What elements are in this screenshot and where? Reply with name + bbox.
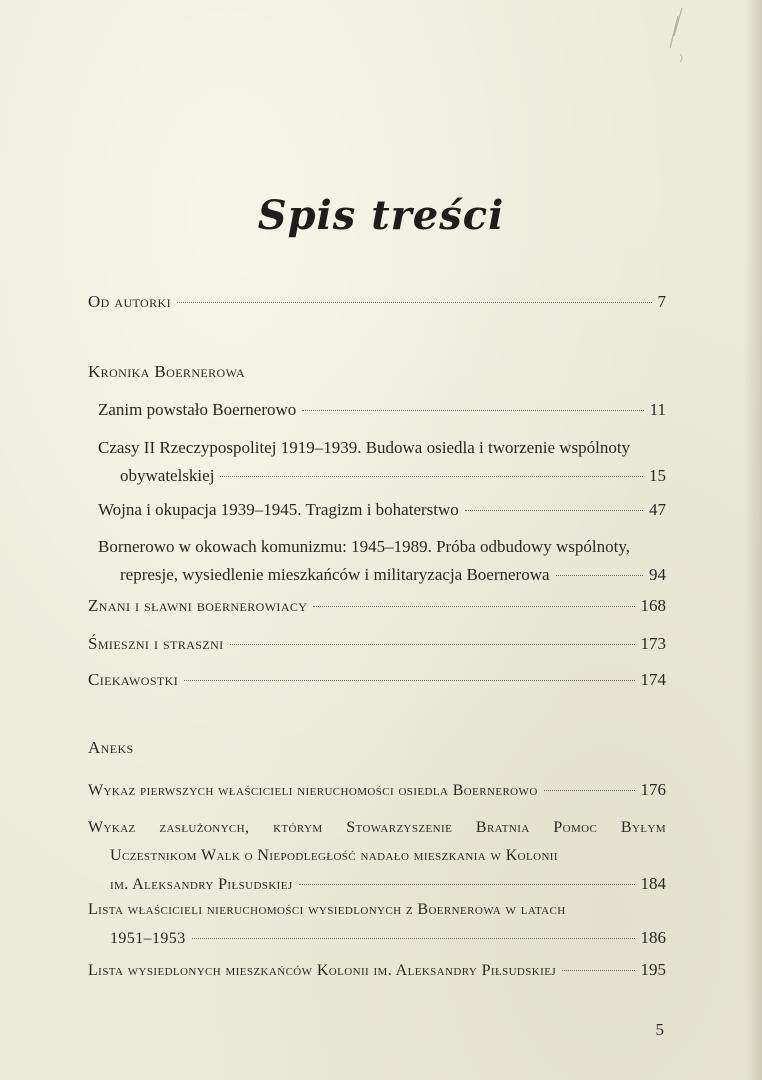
toc-page-number: 168 — [640, 596, 666, 615]
leader-dots — [299, 884, 635, 885]
toc-entry-label: Znani i sławni boernerowiacy — [88, 596, 308, 615]
page-folio-number: 5 — [655, 1020, 664, 1039]
toc-entry-line: Lista właścicieli nieruchomości wysiedlonych z Boernerowa w latach — [88, 901, 566, 918]
toc-entry-label: Wojna i okupacja 1939–1945. Tragizm i bohaterstwo — [98, 500, 459, 519]
leader-dots — [544, 790, 635, 791]
leader-dots — [556, 575, 643, 576]
toc-entry-smieszni-i-straszni[interactable] — [88, 630, 666, 658]
leader-dots — [192, 938, 635, 939]
toc-entry-znani-i-slawni[interactable] — [88, 592, 666, 620]
page-edge-shadow — [744, 0, 762, 1080]
leader-dots — [302, 410, 643, 411]
leader-dots — [562, 970, 635, 971]
toc-entry-label: Śmieszni i straszni — [88, 634, 224, 653]
toc-page-number: 94 — [649, 565, 666, 584]
pencil-mark-icon — [652, 6, 692, 66]
toc-entry-line: Bornerowo w okowach komunizmu: 1945–1989. Próba odbudowy wspólnoty, — [98, 537, 630, 556]
toc-entry-wykaz-zasluzonych[interactable] — [88, 814, 666, 899]
leader-dots — [177, 302, 652, 303]
toc-entry-label: Ciekawostki — [88, 670, 179, 689]
toc-page-number: 173 — [640, 634, 666, 653]
toc-entry-ciekawostki[interactable] — [88, 666, 666, 694]
toc-page-number: 174 — [640, 670, 666, 689]
toc-entry-label: im. Aleksandry Piłsudskiej — [110, 876, 293, 893]
section-heading-kronika: Kronika Boernerowa — [88, 362, 246, 381]
toc-entry-label: 1951–1953 — [110, 930, 186, 947]
toc-entry-line: Czasy II Rzeczypospolitej 1919–1939. Budowa osiedla i tworzenie wspólnoty — [98, 438, 631, 457]
page-title: Spis treści — [257, 192, 505, 239]
toc-entry-line: Wykaz zasłużonych, którym Stowarzyszenie Bratnia Pomoc Byłym — [88, 819, 666, 836]
toc-entry-w-okowach-komunizmu[interactable] — [98, 533, 666, 589]
toc-page-number: 11 — [649, 400, 666, 419]
section-heading-aneks: Aneks — [88, 738, 134, 757]
toc-page-number: 15 — [649, 466, 666, 485]
leader-dots — [465, 510, 643, 511]
toc-entry-line: Uczestnikom Walk o Niepodległość nadało mieszkania w Kolonii — [110, 847, 558, 864]
leader-dots — [313, 606, 634, 607]
toc-page-number: 176 — [640, 780, 666, 799]
toc-entry-od-autorki[interactable] — [88, 288, 666, 316]
toc-page-number: 186 — [640, 928, 666, 947]
toc-page-number: 184 — [640, 874, 666, 893]
toc-entry-lista-wlascicieli[interactable] — [88, 896, 666, 953]
toc-page-number: 47 — [649, 500, 666, 519]
toc-entry-label: Wykaz pierwszych właścicieli nieruchomości osiedla Boernerowo — [88, 782, 538, 799]
toc-entry-wykaz-pierwszych[interactable] — [88, 776, 666, 805]
toc-entry-zanim-powstalo[interactable] — [98, 396, 666, 424]
toc-entry-label: obywatelskiej — [120, 466, 215, 485]
toc-page-number: 195 — [640, 960, 666, 979]
leader-dots — [220, 476, 643, 477]
toc-entry-lista-wysiedlonych[interactable] — [88, 956, 666, 985]
toc-entry-label: Lista wysiedlonych mieszkańców Kolonii im. Aleksandry Piłsudskiej — [88, 962, 556, 979]
leader-dots — [184, 680, 634, 681]
leader-dots — [230, 644, 635, 645]
toc-entry-label: Od autorki — [88, 292, 171, 311]
toc-entry-czasy-ii-rp[interactable] — [98, 434, 666, 490]
toc-entry-label: represje, wysiedlenie mieszkańców i militaryzacja Boernerowa — [120, 565, 550, 584]
toc-page-number: 7 — [657, 292, 666, 311]
toc-entry-wojna-i-okupacja[interactable] — [98, 496, 666, 524]
toc-entry-label: Zanim powstało Boernerowo — [98, 400, 297, 419]
